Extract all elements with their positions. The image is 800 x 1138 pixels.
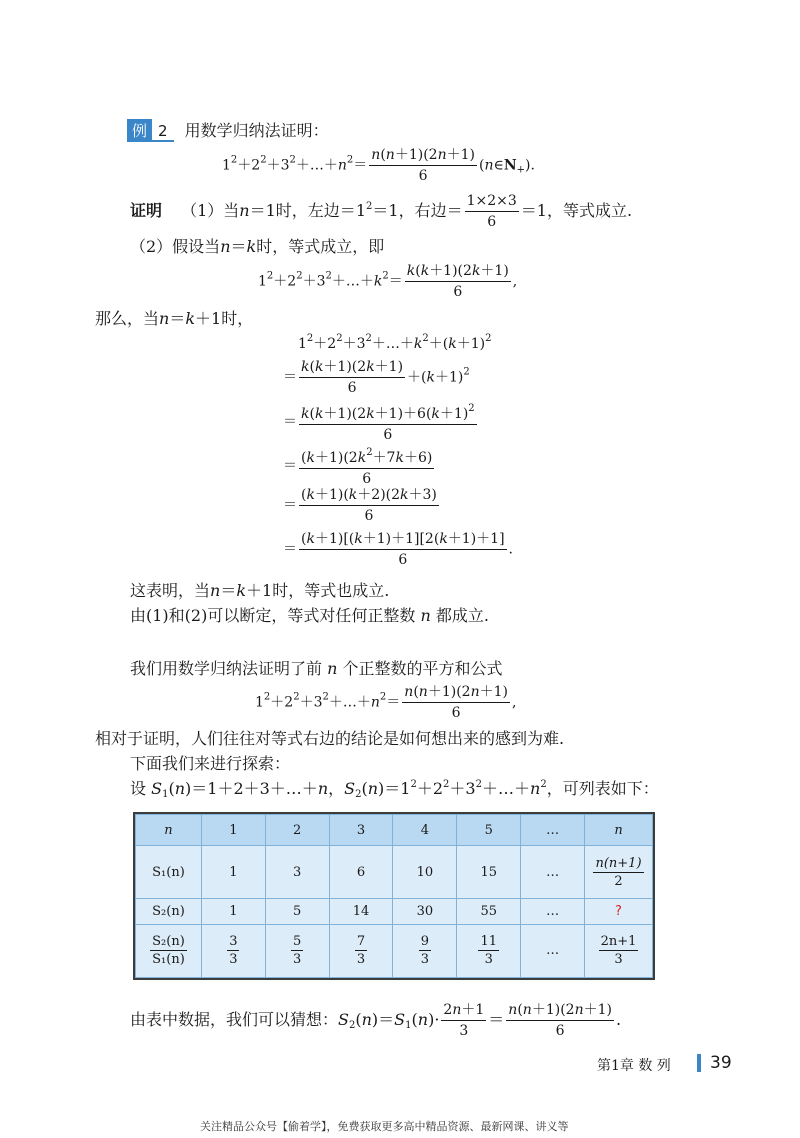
table-header-cell: n [136, 815, 202, 846]
unknown-mark: ? [615, 903, 622, 919]
table-cell: $\frac{11}{3}$ [457, 924, 521, 977]
table-cell: $\frac{2n+1}{3}$ [585, 924, 653, 977]
table-cell: 1 [201, 846, 265, 899]
table-row-ratio [136, 924, 653, 977]
guess-line: 由表中数据，我们可以猜想：$S_2(n)=S_1(n)\cdot$ $\frac{2n+1}{3}$ ＝ $\frac{n(n+1)(2n+1)}{6}$ . [130, 1002, 622, 1039]
watermark-text: 关注精品公众号【偷着学】，免费获取更多高中精品资源、最新网课、讲义等 [200, 1120, 569, 1133]
table-cell: 1 [201, 899, 265, 924]
table-cell: $\frac{5}{3}$ [265, 924, 329, 977]
chapter-label: 第1章 数 列 [597, 1058, 671, 1074]
example-task: 用数学归纳法证明： [184, 121, 329, 140]
example-heading [127, 118, 329, 142]
para-1: 我们用数学归纳法证明了前 n 个正整数的平方和公式 [130, 659, 503, 678]
row-label: S₂(n) [136, 899, 202, 924]
proof-step1: 证明 （1）当n＝1时，左边$=1^2=1$，右边＝ $\frac{1\times 2\times 3}{6}$ ＝1，等式成立. [130, 193, 633, 230]
derivation-line-2: ＝ $\frac{k(k+1)(2k+1)+6(k+1)^2}{6}$ [283, 400, 479, 444]
proof-step2-intro: （2）假设当n＝k时，等式成立，即 [130, 237, 385, 256]
table-cell: 14 [329, 899, 393, 924]
derivation-line-5: ＝ $\frac{(k+1)[(k+1)+1][2(k+1)+1]}{6}$ . [283, 531, 513, 568]
example-number: 2 [152, 122, 174, 142]
table-cell: $\frac{3}{3}$ [201, 924, 265, 977]
table-cell: 10 [393, 846, 457, 899]
derivation-line-3: ＝ $\frac{(k+1)(2k^2+7k+6)}{6}$ [283, 444, 436, 488]
conclusion-1: 这表明，当n＝k＋1时，等式也成立. [130, 581, 390, 600]
table-cell: 3 [265, 846, 329, 899]
table-header-row [136, 815, 653, 846]
table-header-cell: 4 [393, 815, 457, 846]
table-cell: 15 [457, 846, 521, 899]
derivation-line-4: ＝ $\frac{(k+1)(k+2)(2k+3)}{6}$ [283, 487, 437, 524]
table-header-cell: 5 [457, 815, 521, 846]
table-header-cell: 3 [329, 815, 393, 846]
para-4: 设 $S_1(n)=1+2+3+\dots+n$，$S_2(n)=1^2+2^2+3^2+\dots+n^2$，可列表如下： [130, 779, 659, 800]
table-cell: 55 [457, 899, 521, 924]
main-formula: $1^2+2^2+3^2+\dots+n^2=$ $\frac{n(n+1)(2n+1)}{6}$ $(n\in N_+)$. [222, 147, 535, 184]
table-cell: 5 [265, 899, 329, 924]
conclusion-2: 由(1)和(2)可以断定，等式对任何正整数 n 都成立. [130, 606, 489, 625]
hypothesis-formula: $1^2+2^2+3^2+\dots+k^2=$ $\frac{k(k+1)(2k+1)}{6}$ , [258, 263, 518, 300]
table-cell: $\frac{7}{3}$ [329, 924, 393, 977]
row-label: S₁(n) [136, 846, 202, 899]
table-header-cell: 2 [265, 815, 329, 846]
table-header-cell: 1 [201, 815, 265, 846]
table-cell: $\frac{n(n+1)}{2}$ [585, 846, 653, 899]
derivation-line-0: $1^2+2^2+3^2+\dots+k^2+(k+1)^2$ [298, 333, 492, 352]
table-row-s2 [136, 899, 653, 924]
data-table [133, 812, 655, 980]
para-2: 相对于证明，人们往往对等式右边的结论是如何想出来的感到为难. [95, 729, 565, 748]
page-number: 39 [710, 1053, 732, 1073]
para-3: 下面我们来进行探索： [130, 754, 291, 773]
table-cell: … [521, 899, 585, 924]
proof-label: 证明 [130, 201, 163, 220]
footer-accent-bar [697, 1054, 701, 1072]
row-label: $\frac{\text{S₂(n)}}{\text{S₁(n)}}$ [136, 924, 202, 977]
table-cell: … [521, 846, 585, 899]
table-cell: … [521, 924, 585, 977]
then-line: 那么，当n＝k＋1时， [95, 309, 254, 328]
table-header-cell: n [585, 815, 653, 846]
sum-formula: $1^2+2^2+3^2+\dots+n^2=$ $\frac{n(n+1)(2n+1)}{6}$ , [255, 684, 517, 721]
table-cell: 30 [393, 899, 457, 924]
table-cell: $\frac{9}{3}$ [393, 924, 457, 977]
derivation-line-1: ＝ $\frac{k(k+1)(2k+1)}{6}$ $+(k+1)^2$ [283, 359, 470, 396]
example-tag: 例 [127, 119, 152, 142]
table-header-cell: … [521, 815, 585, 846]
table-cell: 6 [329, 846, 393, 899]
table-row-s1 [136, 846, 653, 899]
table-cell [585, 899, 653, 924]
